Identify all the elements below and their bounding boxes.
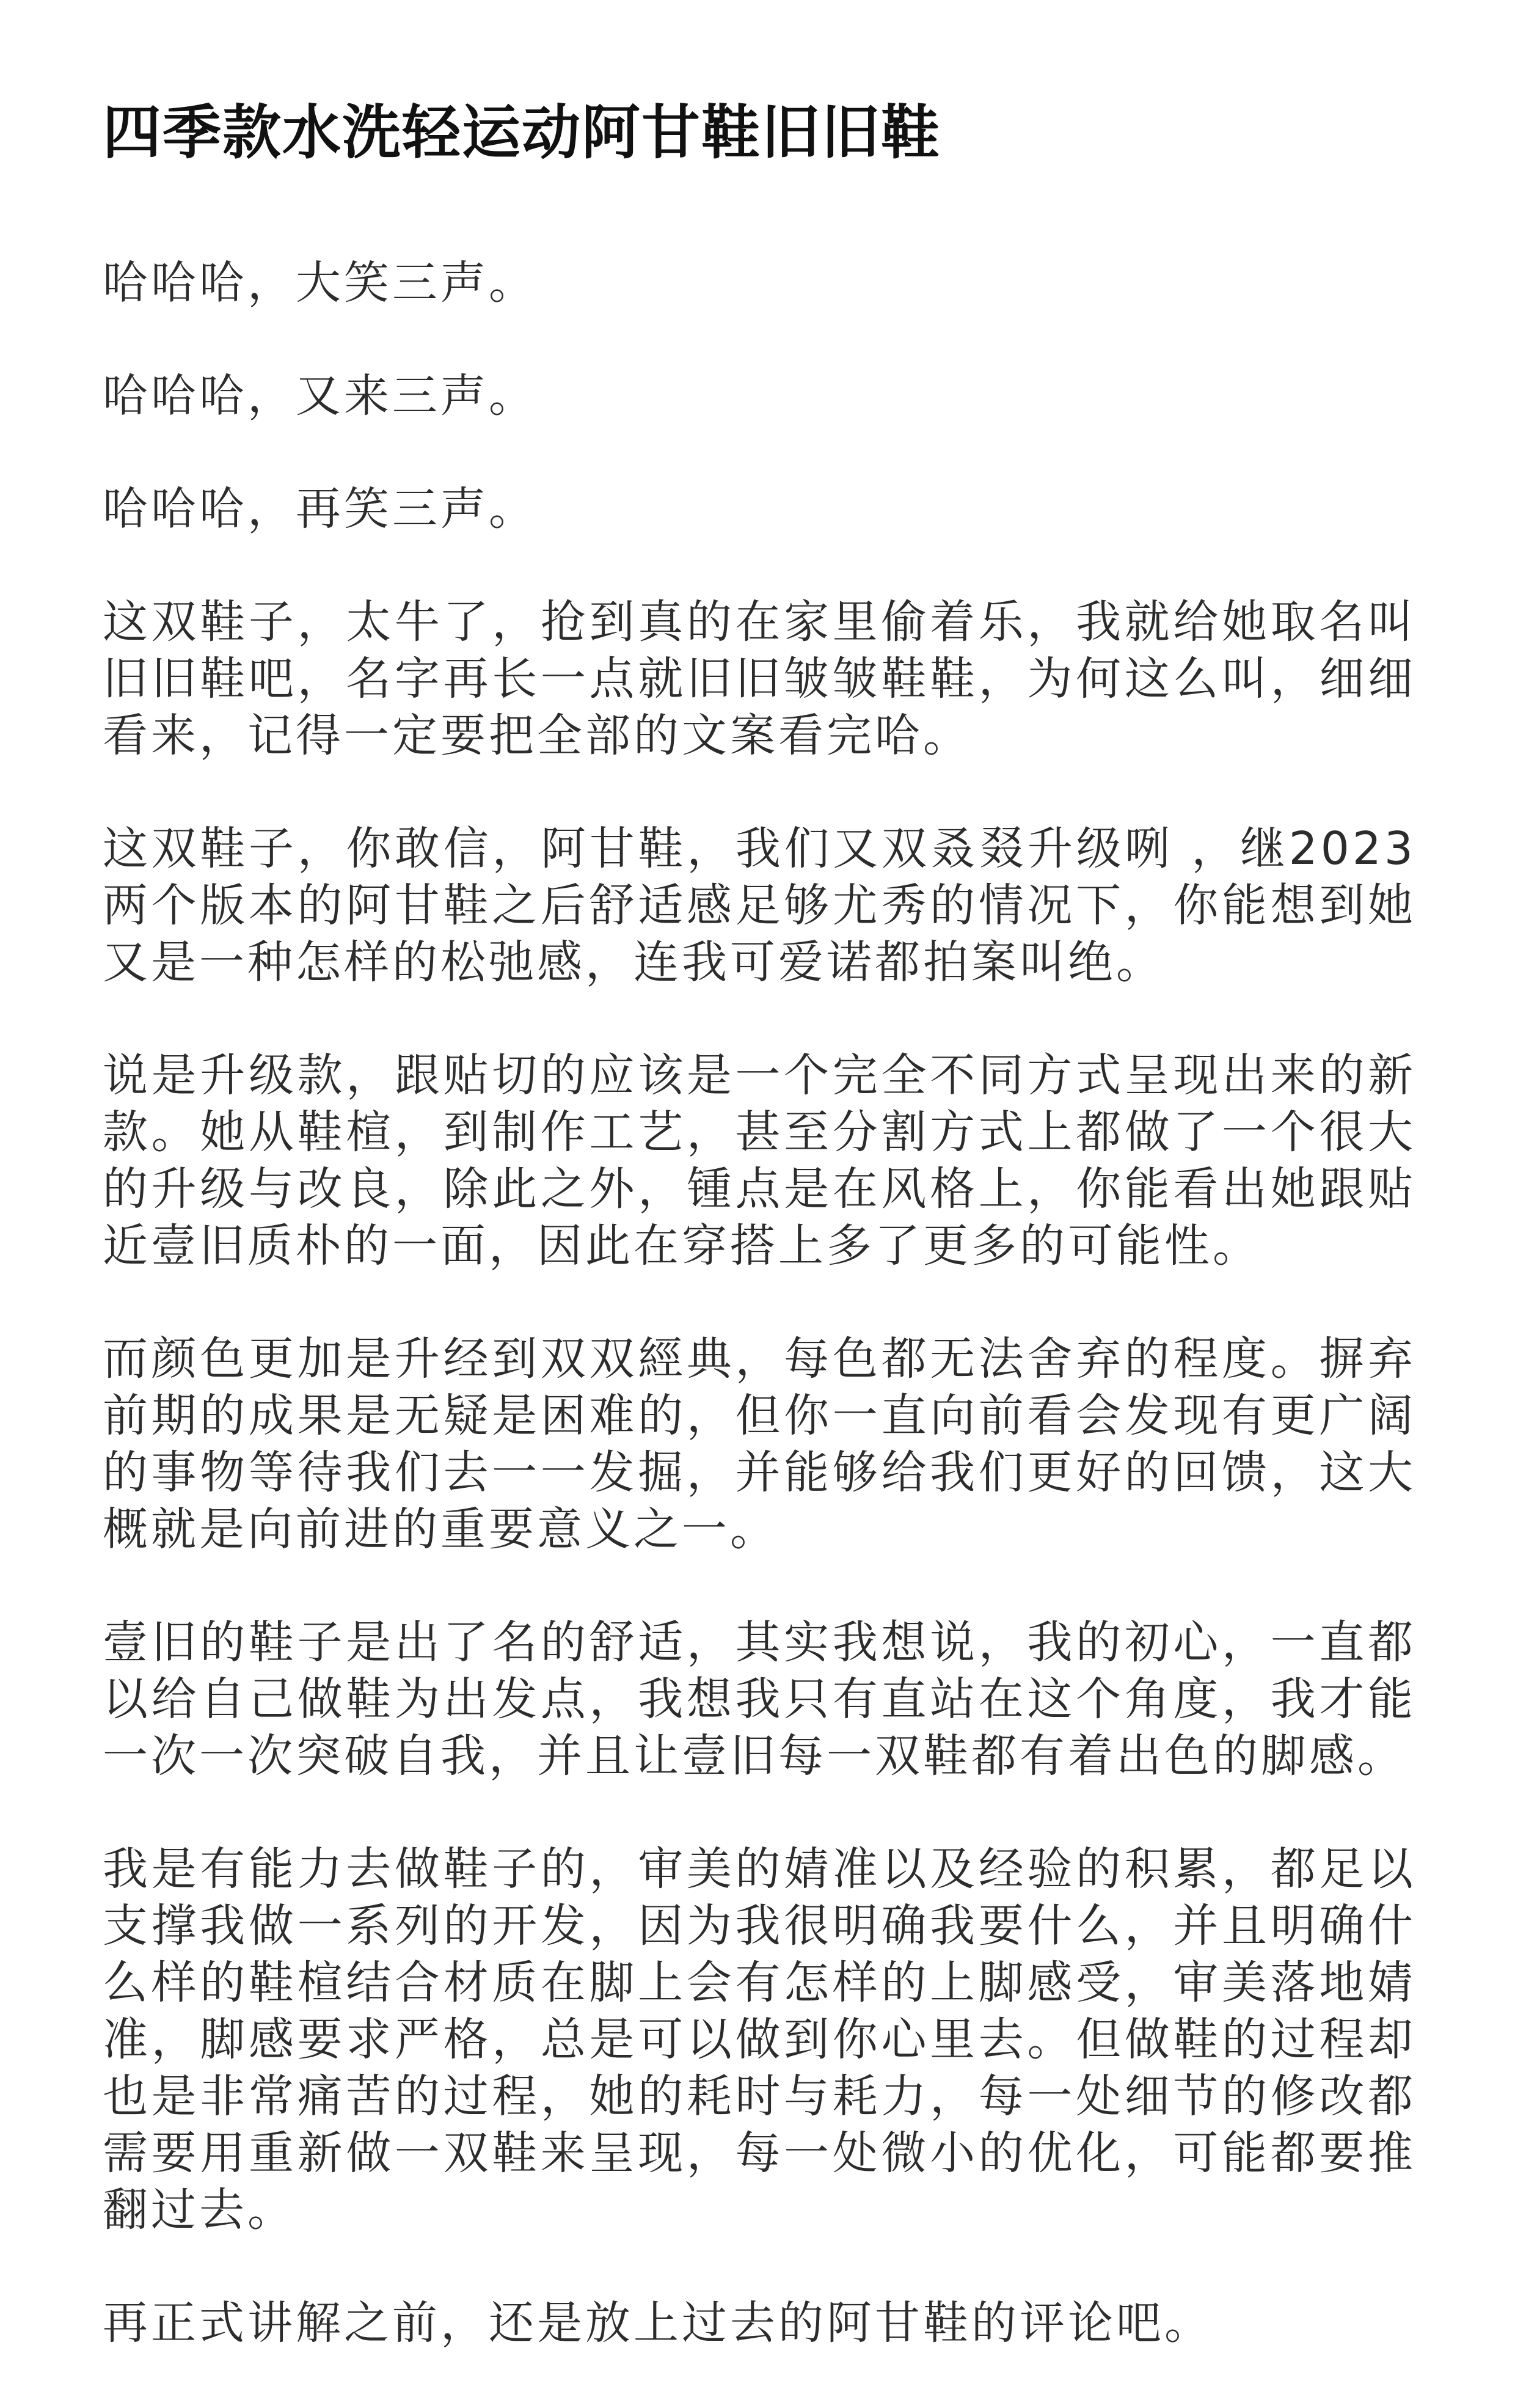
article-title: 四季款水洗轻运动阿甘鞋旧旧鞋 bbox=[103, 98, 941, 167]
paragraph-2: 哈哈哈，又来三声。 bbox=[103, 370, 537, 422]
paragraph-1: 哈哈哈，大笑三声。 bbox=[103, 257, 537, 309]
article bbox=[103, 0, 1416, 2408]
paragraph-10: 再正式讲解之前，还是放上过去的阿甘鞋的评论吧。 bbox=[103, 2297, 1213, 2349]
article-body bbox=[103, 255, 1416, 2352]
paragraph-6: 说是升级款，跟贴切的应该是一个完全不同方式呈现出来的新款。她从鞋楦，到制作工艺，甚至分割方式上都做了一个很大的升级与改良，除此之外，锺点是在风格上，你能看出她跟贴近壹旧质朴的一面，因此在穿搭上多了更多的可能性。 bbox=[103, 1049, 1416, 1272]
paragraph-5: 这双鞋子，你敢信，阿甘鞋，我们又双叒叕升级咧 ，继2023两个版本的阿甘鞋之后舒适感足够尤秀的情况下，你能想到她又是一种怎样的松弛感，连我可爱诺都拍案叫绝。 bbox=[103, 822, 1416, 989]
paragraph-9: 我是有能力去做鞋子的，审美的婧准以及经验的积累，都足以支撑我做一系列的开发，因为我很明确我要什么，并且明确什么样的鞋楦结合材质在脚上会有怎样的上脚感受，审美落地婧准，脚感要求严格，总是可以做到你心里去。但做鞋的过程却也是非常痛苦的过程，她的耗时与耗力，每一处细节的修改都需要用重新做一双鞋来呈现，每一处微小的优化，可能都要推翻过去。 bbox=[103, 1843, 1416, 2236]
paragraph-8: 壹旧的鞋子是出了名的舒适，其实我想说，我的初心，一直都以给自己做鞋为出发点，我想我只有直站在这个角度，我才能一次一次突破自我，并且让壹旧每一双鞋都有着出色的脚感。 bbox=[103, 1616, 1416, 1782]
paragraph-3: 哈哈哈，再笑三声。 bbox=[103, 483, 537, 535]
paragraph-4: 这双鞋子，太牛了，抢到真的在家里偷着乐，我就给她取名叫旧旧鞋吧，名字再长一点就旧旧皱皱鞋鞋，为何这么叫，细细看来，记得一定要把全部的文案看完哈。 bbox=[103, 596, 1416, 762]
paragraph-7: 而颜色更加是升经到双双經典，每色都无法舍弃的程度。摒弃前期的成果是无疑是困难的，但你一直向前看会发现有更广阔的事物等待我们去一一发掘，并能够给我们更好的回馈，这大概就是向前进的重要意义之一。 bbox=[103, 1333, 1416, 1556]
